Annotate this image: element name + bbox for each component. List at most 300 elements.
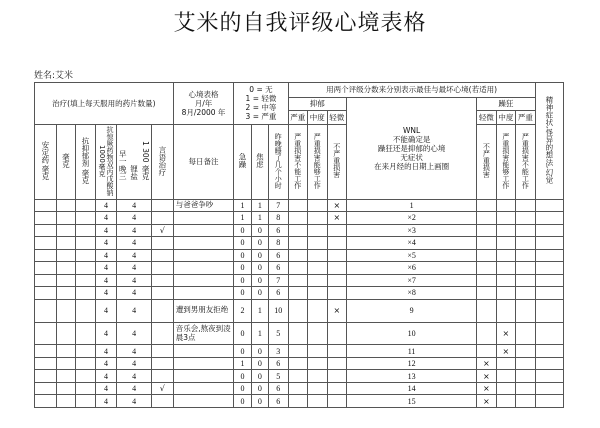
wnl-line-1: 不能确定是 bbox=[392, 134, 431, 144]
cell-man-sev bbox=[516, 287, 536, 300]
cell-med1 bbox=[35, 224, 57, 237]
cell-anticonv: 4 bbox=[95, 287, 117, 300]
cell-sleep: 6 bbox=[269, 262, 289, 275]
cell-therapy bbox=[152, 345, 174, 358]
cell-note: 与爸爸争吵 bbox=[173, 199, 234, 212]
second-drug-header bbox=[56, 124, 76, 199]
cell-lithium: 4 bbox=[117, 322, 152, 345]
cell-med2 bbox=[56, 370, 76, 383]
cell-antidep bbox=[76, 199, 96, 212]
cell-wnl: ×8 bbox=[347, 287, 477, 300]
mood-chart-line1: 心境表格 bbox=[188, 89, 219, 99]
cell-dep-sev bbox=[288, 249, 308, 262]
psychotherapy-header bbox=[152, 124, 174, 199]
cell-dep-mod bbox=[308, 382, 328, 395]
cell-man-sev bbox=[516, 274, 536, 287]
cell-lithium: 4 bbox=[117, 370, 152, 383]
cell-med2 bbox=[56, 322, 76, 345]
cell-anticonv: 4 bbox=[95, 322, 117, 345]
cell-antidep bbox=[76, 212, 96, 225]
cell-therapy: √ bbox=[152, 382, 174, 395]
cell-med2 bbox=[56, 237, 76, 250]
sleep-hours-header bbox=[269, 124, 289, 199]
cell-irr: 0 bbox=[234, 237, 251, 250]
cell-anx: 1 bbox=[251, 322, 268, 345]
cell-dep-sev bbox=[288, 370, 308, 383]
cell-dep-mild bbox=[327, 322, 347, 345]
cell-antidep bbox=[76, 395, 96, 408]
wnl-header bbox=[347, 97, 477, 199]
cell-sleep: 3 bbox=[269, 345, 289, 358]
cell-dep-mild bbox=[327, 395, 347, 408]
cell-wnl: 12 bbox=[347, 357, 477, 370]
table-row bbox=[35, 345, 564, 358]
cell-anticonv: 4 bbox=[95, 249, 117, 262]
man-severe-header: 严重 bbox=[516, 111, 536, 125]
cell-irr: 0 bbox=[234, 345, 251, 358]
cell-man-mild bbox=[477, 274, 497, 287]
cell-sleep: 8 bbox=[269, 212, 289, 225]
cell-man-sev bbox=[516, 382, 536, 395]
cell-note bbox=[173, 345, 234, 358]
dep-severe-desc: 严重损害不能工作 bbox=[293, 132, 302, 189]
cell-wnl: 15 bbox=[347, 395, 477, 408]
table-row bbox=[35, 370, 564, 383]
cell-dep-mod bbox=[308, 224, 328, 237]
cell-sleep: 7 bbox=[269, 199, 289, 212]
cell-note bbox=[173, 357, 234, 370]
cell-med2 bbox=[56, 199, 76, 212]
cell-dep-mod bbox=[308, 395, 328, 408]
cell-dep-sev bbox=[288, 382, 308, 395]
cell-irr: 0 bbox=[234, 287, 251, 300]
cell-dep-mod bbox=[308, 345, 328, 358]
cell-note: 音乐会,熬夜到凌晨3点 bbox=[173, 322, 234, 345]
cell-lithium: 4 bbox=[117, 274, 152, 287]
dep-moderate-desc: 严重损害能够工作 bbox=[313, 132, 322, 189]
cell-dep-mild bbox=[327, 287, 347, 300]
cell-dep-mild bbox=[327, 345, 347, 358]
cell-med1 bbox=[35, 299, 57, 322]
cell-man-sev bbox=[516, 262, 536, 275]
table-row bbox=[35, 274, 564, 287]
cell-man-sev bbox=[516, 345, 536, 358]
cell-lithium: 4 bbox=[117, 262, 152, 275]
scale-legend bbox=[234, 83, 288, 125]
cell-wnl: ×5 bbox=[347, 249, 477, 262]
cell-anx: 0 bbox=[251, 395, 268, 408]
cell-lithium: 4 bbox=[117, 287, 152, 300]
antipsychotic-unit: 毫克 bbox=[40, 165, 50, 181]
man-moderate-header: 中度 bbox=[496, 111, 516, 125]
cell-dep-sev bbox=[288, 237, 308, 250]
cell-lithium: 4 bbox=[117, 199, 152, 212]
cell-med2 bbox=[56, 212, 76, 225]
cell-man-sev bbox=[516, 237, 536, 250]
cell-dep-sev bbox=[288, 395, 308, 408]
cell-man-mild bbox=[477, 322, 497, 345]
cell-med2 bbox=[56, 287, 76, 300]
cell-dep-mod bbox=[308, 237, 328, 250]
table-row bbox=[35, 237, 564, 250]
table-row bbox=[35, 287, 564, 300]
cell-antidep bbox=[76, 224, 96, 237]
scale-line-1: 0 = 无 bbox=[249, 85, 273, 95]
cell-note bbox=[173, 274, 234, 287]
cell-note: 遭到男朋友拒绝 bbox=[173, 299, 234, 322]
cell-dep-mild: × bbox=[327, 212, 347, 225]
cell-anx: 0 bbox=[251, 345, 268, 358]
cell-dep-mild bbox=[327, 274, 347, 287]
cell-irr: 1 bbox=[234, 212, 251, 225]
cell-psych bbox=[535, 322, 563, 345]
cell-med2 bbox=[56, 262, 76, 275]
cell-anx: 1 bbox=[251, 299, 268, 322]
cell-antidep bbox=[76, 249, 96, 262]
cell-lithium: 4 bbox=[117, 395, 152, 408]
dep-severe-desc-header bbox=[288, 124, 308, 199]
mania-group-header: 躁狂 bbox=[477, 97, 536, 111]
cell-antidep bbox=[76, 322, 96, 345]
depression-group-header: 抑郁 bbox=[288, 97, 347, 111]
cell-man-mod bbox=[496, 287, 516, 300]
wnl-title: WNL bbox=[402, 125, 421, 135]
table-row bbox=[35, 249, 564, 262]
cell-therapy bbox=[152, 357, 174, 370]
cell-therapy bbox=[152, 299, 174, 322]
cell-man-mild: × bbox=[477, 357, 497, 370]
cell-man-sev bbox=[516, 212, 536, 225]
cell-anx: 0 bbox=[251, 357, 268, 370]
cell-dep-mild: × bbox=[327, 199, 347, 212]
cell-man-sev bbox=[516, 299, 536, 322]
cell-man-mild: × bbox=[477, 382, 497, 395]
cell-dep-mod bbox=[308, 274, 328, 287]
cell-sleep: 10 bbox=[269, 299, 289, 322]
cell-antidep bbox=[76, 357, 96, 370]
cell-sleep: 6 bbox=[269, 382, 289, 395]
cell-therapy bbox=[152, 274, 174, 287]
cell-irr: 1 bbox=[234, 357, 251, 370]
cell-man-mild bbox=[477, 199, 497, 212]
cell-psych bbox=[535, 237, 563, 250]
cell-lithium: 4 bbox=[117, 299, 152, 322]
cell-anx: 0 bbox=[251, 370, 268, 383]
cell-anx: 0 bbox=[251, 262, 268, 275]
cell-psych bbox=[535, 249, 563, 262]
mood-chart-line2: 月/年 bbox=[194, 98, 213, 108]
lithium-dose: 1 300 毫克 bbox=[141, 141, 151, 181]
second-drug-unit: 毫克 bbox=[61, 153, 71, 169]
cell-lithium: 4 bbox=[117, 237, 152, 250]
cell-anticonv: 4 bbox=[95, 345, 117, 358]
anticonvulsant-label: 抗惊厥药物双丙戊酸钠1000毫克 bbox=[98, 125, 114, 196]
cell-sleep: 6 bbox=[269, 395, 289, 408]
cell-dep-sev bbox=[288, 357, 308, 370]
cell-dep-mild bbox=[327, 357, 347, 370]
antipsychotic-label: 安定药 bbox=[40, 140, 50, 164]
cell-therapy bbox=[152, 370, 174, 383]
cell-man-mild bbox=[477, 249, 497, 262]
cell-therapy bbox=[152, 237, 174, 250]
cell-sleep: 7 bbox=[269, 274, 289, 287]
man-moderate-desc-header bbox=[496, 124, 516, 199]
cell-man-mod bbox=[496, 395, 516, 408]
cell-man-mod bbox=[496, 237, 516, 250]
anticonvulsant-header bbox=[95, 124, 117, 199]
cell-note bbox=[173, 224, 234, 237]
cell-man-mod bbox=[496, 299, 516, 322]
rating-group-header: 用两个评级分数来分别表示最佳与最坏心境(若适用) bbox=[288, 83, 535, 98]
cell-dep-mod bbox=[308, 357, 328, 370]
man-mild-header: 轻微 bbox=[477, 111, 497, 125]
cell-med1 bbox=[35, 395, 57, 408]
cell-man-sev bbox=[516, 322, 536, 345]
cell-man-mod: × bbox=[496, 345, 516, 358]
cell-lithium: 4 bbox=[117, 382, 152, 395]
cell-dep-sev bbox=[288, 212, 308, 225]
cell-sleep: 5 bbox=[269, 370, 289, 383]
cell-med2 bbox=[56, 382, 76, 395]
cell-man-mod bbox=[496, 212, 516, 225]
cell-anticonv: 4 bbox=[95, 299, 117, 322]
cell-wnl: 10 bbox=[347, 322, 477, 345]
page-title: 艾米的自我评级心境表格 bbox=[173, 11, 427, 36]
cell-sleep: 6 bbox=[269, 357, 289, 370]
cell-man-mild bbox=[477, 287, 497, 300]
antidepressant-header bbox=[76, 124, 96, 199]
lithium-header bbox=[117, 124, 152, 199]
cell-anx: 0 bbox=[251, 287, 268, 300]
cell-psych bbox=[535, 287, 563, 300]
cell-psych bbox=[535, 345, 563, 358]
cell-anticonv: 4 bbox=[95, 224, 117, 237]
cell-wnl: 13 bbox=[347, 370, 477, 383]
table-row bbox=[35, 212, 564, 225]
cell-note bbox=[173, 287, 234, 300]
antipsychotic-header bbox=[35, 124, 57, 199]
cell-med1 bbox=[35, 382, 57, 395]
cell-anticonv: 4 bbox=[95, 395, 117, 408]
cell-dep-mild bbox=[327, 370, 347, 383]
cell-man-sev bbox=[516, 357, 536, 370]
cell-dep-sev bbox=[288, 322, 308, 345]
cell-man-mild bbox=[477, 212, 497, 225]
cell-note bbox=[173, 382, 234, 395]
cell-wnl: ×6 bbox=[347, 262, 477, 275]
cell-therapy bbox=[152, 199, 174, 212]
cell-med2 bbox=[56, 357, 76, 370]
cell-irr: 0 bbox=[234, 395, 251, 408]
anxiety-label: 焦虑 bbox=[255, 153, 265, 169]
cell-psych bbox=[535, 357, 563, 370]
cell-irr: 0 bbox=[234, 382, 251, 395]
wnl-line-4: 在来月经的日期上画圈 bbox=[374, 161, 450, 171]
table-row bbox=[35, 299, 564, 322]
cell-sleep: 8 bbox=[269, 237, 289, 250]
cell-anticonv: 4 bbox=[95, 357, 117, 370]
cell-antidep bbox=[76, 287, 96, 300]
cell-anticonv: 4 bbox=[95, 199, 117, 212]
cell-man-mild bbox=[477, 224, 497, 237]
psychotherapy-label: 言语治疗 bbox=[157, 145, 167, 176]
cell-man-mild bbox=[477, 345, 497, 358]
cell-sleep: 6 bbox=[269, 287, 289, 300]
scale-line-4: 3 = 严重 bbox=[245, 112, 277, 122]
cell-med1 bbox=[35, 345, 57, 358]
cell-dep-sev bbox=[288, 199, 308, 212]
cell-dep-mod bbox=[308, 299, 328, 322]
cell-note bbox=[173, 370, 234, 383]
cell-med1 bbox=[35, 287, 57, 300]
cell-antidep bbox=[76, 382, 96, 395]
cell-note bbox=[173, 395, 234, 408]
antidepressant-unit: 毫克 bbox=[80, 169, 90, 185]
scale-line-3: 2 = 中等 bbox=[245, 103, 277, 113]
cell-man-sev bbox=[516, 224, 536, 237]
cell-man-mild bbox=[477, 299, 497, 322]
cell-man-mild bbox=[477, 262, 497, 275]
cell-man-sev bbox=[516, 199, 536, 212]
cell-therapy bbox=[152, 249, 174, 262]
dep-mild-header: 轻微 bbox=[327, 111, 347, 125]
cell-med1 bbox=[35, 212, 57, 225]
cell-man-mod bbox=[496, 274, 516, 287]
dep-moderate-header: 中度 bbox=[308, 111, 328, 125]
cell-med2 bbox=[56, 299, 76, 322]
dep-severe-header: 严重 bbox=[288, 111, 308, 125]
cell-wnl: ×2 bbox=[347, 212, 477, 225]
table-row bbox=[35, 357, 564, 370]
cell-therapy bbox=[152, 287, 174, 300]
cell-dep-sev bbox=[288, 287, 308, 300]
man-moderate-desc: 严重损害能够工作 bbox=[501, 132, 510, 189]
cell-psych bbox=[535, 274, 563, 287]
anticonvulsant-dose: 早一晚三 bbox=[118, 150, 128, 181]
cell-dep-sev bbox=[288, 345, 308, 358]
cell-dep-mild bbox=[327, 224, 347, 237]
man-mild-desc-header bbox=[477, 124, 497, 199]
cell-wnl: ×3 bbox=[347, 224, 477, 237]
cell-dep-mod bbox=[308, 262, 328, 275]
cell-irr: 0 bbox=[234, 274, 251, 287]
table-row bbox=[35, 199, 564, 212]
cell-lithium: 4 bbox=[117, 212, 152, 225]
lithium-label: 锂盐 bbox=[129, 165, 139, 181]
cell-man-mod bbox=[496, 357, 516, 370]
antidepressant-label: 抗抑郁剂 bbox=[80, 137, 90, 168]
cell-anx: 0 bbox=[251, 249, 268, 262]
cell-sleep: 5 bbox=[269, 322, 289, 345]
cell-med2 bbox=[56, 274, 76, 287]
cell-dep-mod bbox=[308, 199, 328, 212]
daily-notes-header: 每日备注 bbox=[173, 124, 234, 199]
cell-therapy bbox=[152, 395, 174, 408]
cell-wnl: 11 bbox=[347, 345, 477, 358]
cell-antidep bbox=[76, 370, 96, 383]
cell-antidep bbox=[76, 345, 96, 358]
cell-man-mod bbox=[496, 382, 516, 395]
cell-anticonv: 4 bbox=[95, 262, 117, 275]
cell-irr: 0 bbox=[234, 322, 251, 345]
cell-irr: 0 bbox=[234, 370, 251, 383]
cell-man-mod bbox=[496, 370, 516, 383]
cell-med1 bbox=[35, 199, 57, 212]
cell-wnl: ×7 bbox=[347, 274, 477, 287]
cell-antidep bbox=[76, 299, 96, 322]
cell-dep-mod bbox=[308, 287, 328, 300]
cell-man-sev bbox=[516, 395, 536, 408]
cell-psych bbox=[535, 382, 563, 395]
cell-irr: 1 bbox=[234, 199, 251, 212]
cell-man-mod: × bbox=[496, 322, 516, 345]
cell-med2 bbox=[56, 249, 76, 262]
cell-therapy bbox=[152, 212, 174, 225]
cell-psych bbox=[535, 224, 563, 237]
cell-irr: 0 bbox=[234, 224, 251, 237]
cell-note bbox=[173, 249, 234, 262]
patient-name: 姓名:艾米 bbox=[34, 71, 74, 81]
cell-anx: 1 bbox=[251, 212, 268, 225]
cell-med1 bbox=[35, 249, 57, 262]
cell-anticonv: 4 bbox=[95, 212, 117, 225]
cell-med2 bbox=[56, 224, 76, 237]
cell-dep-sev bbox=[288, 299, 308, 322]
cell-dep-mild: × bbox=[327, 299, 347, 322]
dep-mild-desc: 不严重损害 bbox=[332, 143, 341, 179]
cell-psych bbox=[535, 262, 563, 275]
dep-moderate-desc-header bbox=[308, 124, 328, 199]
man-severe-desc-header bbox=[516, 124, 536, 199]
cell-psych bbox=[535, 199, 563, 212]
cell-dep-mod bbox=[308, 249, 328, 262]
cell-dep-sev bbox=[288, 224, 308, 237]
cell-sleep: 6 bbox=[269, 249, 289, 262]
cell-man-sev bbox=[516, 370, 536, 383]
cell-anx: 0 bbox=[251, 274, 268, 287]
dep-mild-desc-header bbox=[327, 124, 347, 199]
cell-therapy: √ bbox=[152, 224, 174, 237]
cell-dep-mod bbox=[308, 370, 328, 383]
cell-dep-mild bbox=[327, 249, 347, 262]
cell-man-mod bbox=[496, 262, 516, 275]
table-row bbox=[35, 262, 564, 275]
cell-psych bbox=[535, 212, 563, 225]
cell-wnl: 14 bbox=[347, 382, 477, 395]
cell-dep-mild bbox=[327, 262, 347, 275]
mood-chart-header bbox=[173, 83, 234, 125]
man-severe-desc: 严重损害不能工作 bbox=[521, 132, 530, 189]
sleep-hours-label: 昨晚睡了几个小时 bbox=[274, 132, 283, 189]
cell-dep-sev bbox=[288, 274, 308, 287]
cell-anx: 0 bbox=[251, 237, 268, 250]
cell-med1 bbox=[35, 274, 57, 287]
cell-lithium: 4 bbox=[117, 357, 152, 370]
cell-anticonv: 4 bbox=[95, 382, 117, 395]
cell-man-mod bbox=[496, 224, 516, 237]
cell-med1 bbox=[35, 357, 57, 370]
cell-anticonv: 4 bbox=[95, 237, 117, 250]
cell-dep-mod bbox=[308, 212, 328, 225]
cell-man-mild: × bbox=[477, 370, 497, 383]
cell-dep-mild bbox=[327, 382, 347, 395]
cell-sleep: 6 bbox=[269, 224, 289, 237]
cell-med1 bbox=[35, 322, 57, 345]
table-row bbox=[35, 322, 564, 345]
cell-anticonv: 4 bbox=[95, 274, 117, 287]
cell-anx: 1 bbox=[251, 199, 268, 212]
cell-dep-mild bbox=[327, 237, 347, 250]
